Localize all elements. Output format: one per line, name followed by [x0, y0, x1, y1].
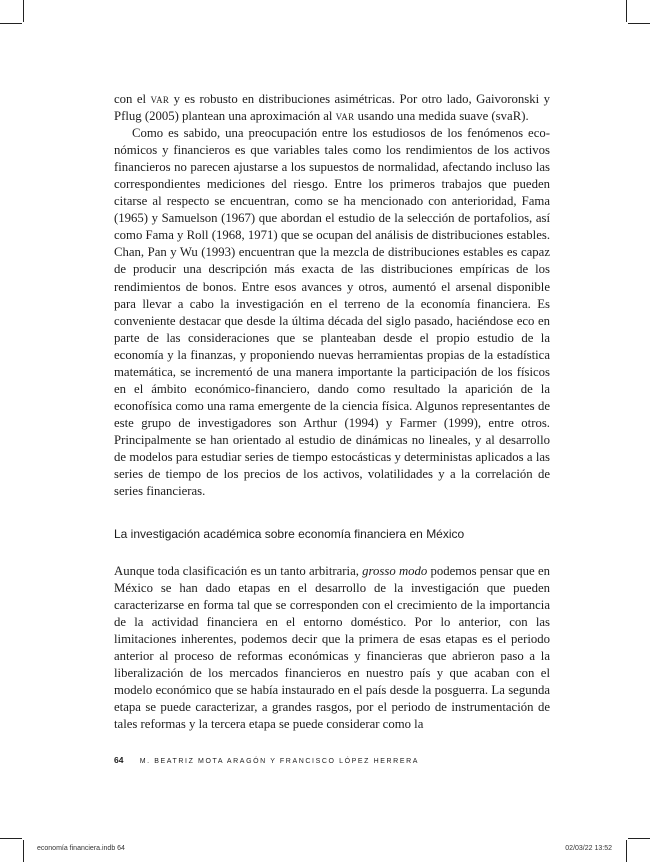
crop-mark-bottom-left: [0, 838, 22, 839]
crop-mark-top-left: [0, 23, 22, 24]
abbreviation: var: [335, 109, 355, 124]
text-run: ).: [521, 109, 529, 124]
print-slug-file: economía financiera.indb 64: [37, 845, 125, 852]
section-heading: La investigación académica sobre economía financiera en México: [114, 527, 465, 541]
italic-phrase: grosso modo: [362, 564, 428, 578]
crop-mark-bottom-right: [626, 840, 627, 862]
crop-mark-bottom-left: [23, 840, 24, 862]
text-run: Aunque toda clasificación es un tanto arbitraria,: [114, 564, 363, 578]
crop-mark-top-left: [23, 0, 24, 22]
abbreviation: var: [150, 92, 170, 106]
page-footer: [114, 755, 419, 765]
body-text-top: [114, 91, 550, 500]
text-run: con el: [114, 92, 151, 106]
text-run: R: [512, 109, 522, 124]
text-run: podemos pensar que en México se han dado etapas en el desarrollo de la investigación que pueden caracterizarse en forma tal que se corresponden con el crecimiento de la importancia de la actividad financiera en el entorno doméstico. Por lo anterior, con las limitaciones inherentes, podemos decir que la primera de esas etapas es el periodo anterior al proceso de reformas económicas y financieras que abrieron paso a la liberalización de los mercados financieros en nuestro país y que acaban con el modelo económico que se había instaurado en el país desde la posguerra. La segunda etapa se puede caracterizar, a grandes rasgos, por el periodo de instrumentación de tales reformas y la tercera etapa se puede considerar como la: [114, 564, 550, 732]
crop-mark-top-right: [628, 23, 650, 24]
crop-mark-bottom-right: [628, 838, 650, 839]
text-run: Como es sabido, una preocupación entre los estudiosos de los fenómenos económicos y financieros es que variables tales como los rendimientos de los activos financieros no parecen ajustarse a los supuestos de normalidad, afectando incluso las correspondientes mediciones del riesgo. Entre los primeros trabajos que pueden citarse al respecto se encuentran, como se ha mencionado con anterioridad, Fama (1965) y Samuelson (1967) que abordan el estudio de la selección de portafolios, así como Fama y Roll (1968, 1971) que se ocupan del análisis de distribuciones estables. Chan, Pan y Wu (1993) encuentran que la mezcla de distribuciones estables es capaz de producir una descripción más exacta de las distribuciones empíricas de los rendimientos de bonos. Entre esos avances y otros, aumentó el arsenal disponible para llevar a cabo la investigación en el terreno de la economía financiera. Es conveniente destacar que desde la última década del siglo pasado, haciéndose eco en parte de las consideraciones que se planteaban desde el propio estudio de la economía y la finanzas, y proponiendo nuevas herramientas propias de la estadística matemática, se incrementó de una manera importante la participación de los físicos en el ámbito económico-financiero, dando como resultado la aparición de la econofísica como una rama emergente de la ciencia física. Algunos representantes de este grupo de investigadores son Arthur (1994) y Farmer (1999), entre otros. Principalmente se han orientado al estudio de dinámicas no lineales, y al desarrollo de modelos para estudiar series de tiempo estocásticas y deterministas aplicados a las series de tiempo de los precios de los activos, volatilidades y a la correlación de series financieras.: [114, 126, 550, 499]
running-footer-authors: M. BEATRIZ MOTA ARAGÓN Y FRANCISCO LÓPEZ HERRERA: [139, 758, 420, 765]
crop-mark-top-right: [626, 0, 627, 22]
print-slug-datetime: 02/03/22 13:52: [565, 845, 612, 852]
paragraph: [114, 125, 550, 500]
paragraph: [114, 91, 550, 125]
text-run: usando una medida suave (sva: [354, 109, 513, 124]
body-text-bottom: [114, 563, 550, 733]
text-run: y es robusto en distribuciones asimétricas. Por otro lado, Gaivoronski y Pflug (2005) plantean una aproximación al: [114, 92, 550, 124]
page-number: 64: [114, 755, 124, 765]
paragraph: [114, 563, 550, 733]
